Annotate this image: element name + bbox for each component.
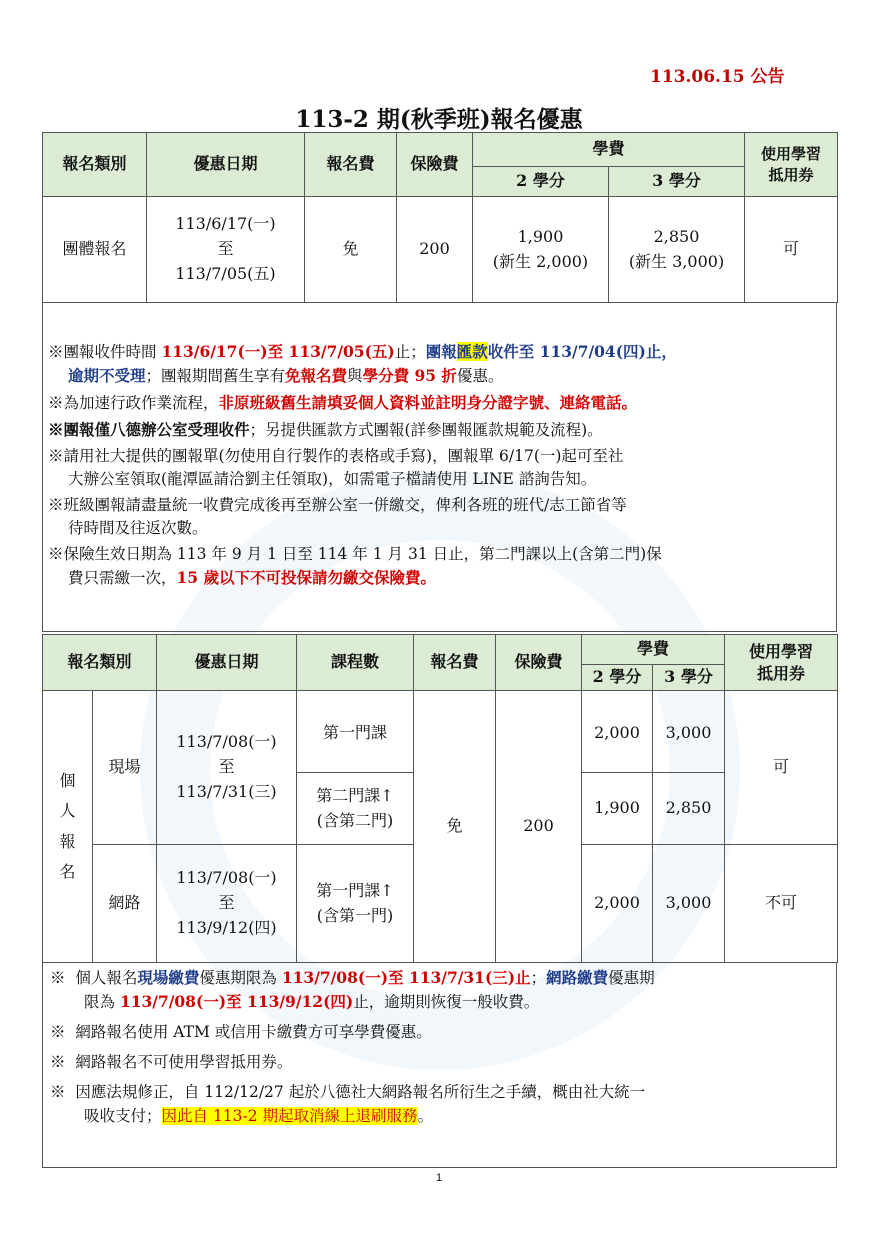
ind-header-tuition: 學費 <box>582 635 725 665</box>
onsite-course1: 第一門課 <box>297 691 414 773</box>
online-label: 網路 <box>93 845 157 963</box>
onsite-date: 113/7/08(一) 至 113/7/31(三) <box>157 691 297 845</box>
group-fee-3credit: 2,850 (新生 3,000) <box>609 197 745 303</box>
group-fee-2credit: 1,900 (新生 2,000) <box>473 197 609 303</box>
onsite-label: 現場 <box>93 691 157 845</box>
online-fee2: 2,000 <box>582 845 653 963</box>
ind-header-insurance: 保險費 <box>496 635 582 691</box>
onsite-c2-fee3: 2,850 <box>653 773 725 845</box>
onsite-voucher: 可 <box>725 691 838 845</box>
ind-header-category: 報名類別 <box>43 635 157 691</box>
ind-reg-fee: 免 <box>414 691 496 963</box>
header-credit2: 2 學分 <box>473 167 609 197</box>
header-tuition: 學費 <box>473 133 745 167</box>
ind-header-credit2: 2 學分 <box>582 665 653 691</box>
page-title: 113-2 期(秋季班)報名優惠 <box>295 106 583 133</box>
individual-table <box>42 634 838 963</box>
onsite-c2-fee2: 1,900 <box>582 773 653 845</box>
online-voucher: 不可 <box>725 845 838 963</box>
header-voucher: 使用學習 抵用券 <box>745 133 838 197</box>
header-credit3: 3 學分 <box>609 167 745 197</box>
onsite-c1-fee2: 2,000 <box>582 691 653 773</box>
group-table <box>42 132 838 303</box>
group-insurance: 200 <box>397 197 473 303</box>
online-date: 113/7/08(一) 至 113/9/12(四) <box>157 845 297 963</box>
onsite-course2: 第二門課↑ (含第二門) <box>297 773 414 845</box>
group-date: 113/6/17(一) 至 113/7/05(五) <box>147 197 305 303</box>
onsite-c1-fee3: 3,000 <box>653 691 725 773</box>
ind-header-courses: 課程數 <box>297 635 414 691</box>
group-reg-fee: 免 <box>305 197 397 303</box>
ind-header-date: 優惠日期 <box>157 635 297 691</box>
ind-side-label: 個 人 報 名 <box>43 691 93 963</box>
group-category: 團體報名 <box>43 197 147 303</box>
ind-header-reg-fee: 報名費 <box>414 635 496 691</box>
header-category: 報名類別 <box>43 133 147 197</box>
page-number: 1 <box>435 1172 443 1184</box>
individual-notes: ※ 個人報名現場繳費優惠期限為 113/7/08(一)至 113/7/31(三)止；網路繳費優惠期 限為 113/7/08(一)至 113/9/12(四)止，逾期則恢復一般收費。 ※ 網路報名使用 ATM 或信用卡繳費方可享學費優惠。 ※ 網路報名不可使用學習抵用券。 ※ 因應法規修正，自 112/12/27 起於八德社大網路報名所衍生之手續，概由社大統一 吸收支付；因此自 113-2 期起取消線上退刷服務。 <box>50 968 655 1125</box>
header-reg-fee: 報名費 <box>305 133 397 197</box>
header-date: 優惠日期 <box>147 133 305 197</box>
ind-header-credit3: 3 學分 <box>653 665 725 691</box>
online-fee3: 3,000 <box>653 845 725 963</box>
ind-insurance: 200 <box>496 691 582 963</box>
header-insurance: 保險費 <box>397 133 473 197</box>
group-voucher: 可 <box>745 197 838 303</box>
online-course1: 第一門課↑ (含第一門) <box>297 845 414 963</box>
ind-header-voucher: 使用學習 抵用券 <box>725 635 838 691</box>
group-notes: ※團報收件時間 113/6/17(一)至 113/7/05(五)止；團報匯款收件至 113/7/04(四)止， 逾期不受理；團報期間舊生享有免報名費與學分費 95 折優惠。 ※為加速行政作業流程，非原班級舊生請填妥個人資料並註明身分證字號、連絡電話。 ※團報僅八德辦公室受理收件；另提供匯款方式團報(詳參團報匯款規範及流程)。 ※請用社大提供的團報單(勿使用自行製作的表格或手寫)，團報單 6/17(一)起可至社 大辦公室領取(龍潭區請洽劉主任領取)，如需電子檔請使用 LINE 諮詢告知。 ※班級團報請盡量統一收費完成後再至辦公室一併繳交，俾利各班的班代/志工節省等 待時間及往返次數。 ※保險生效日期為 113 年 9 月 1 日至 114 年 1 月 31 日止，第二門課以上(含第二門)保 費只需繳一次，15 歲以下不可投保請勿繳交保險費。 <box>48 342 677 587</box>
notice-date: 113.06.15 公告 <box>650 67 785 87</box>
